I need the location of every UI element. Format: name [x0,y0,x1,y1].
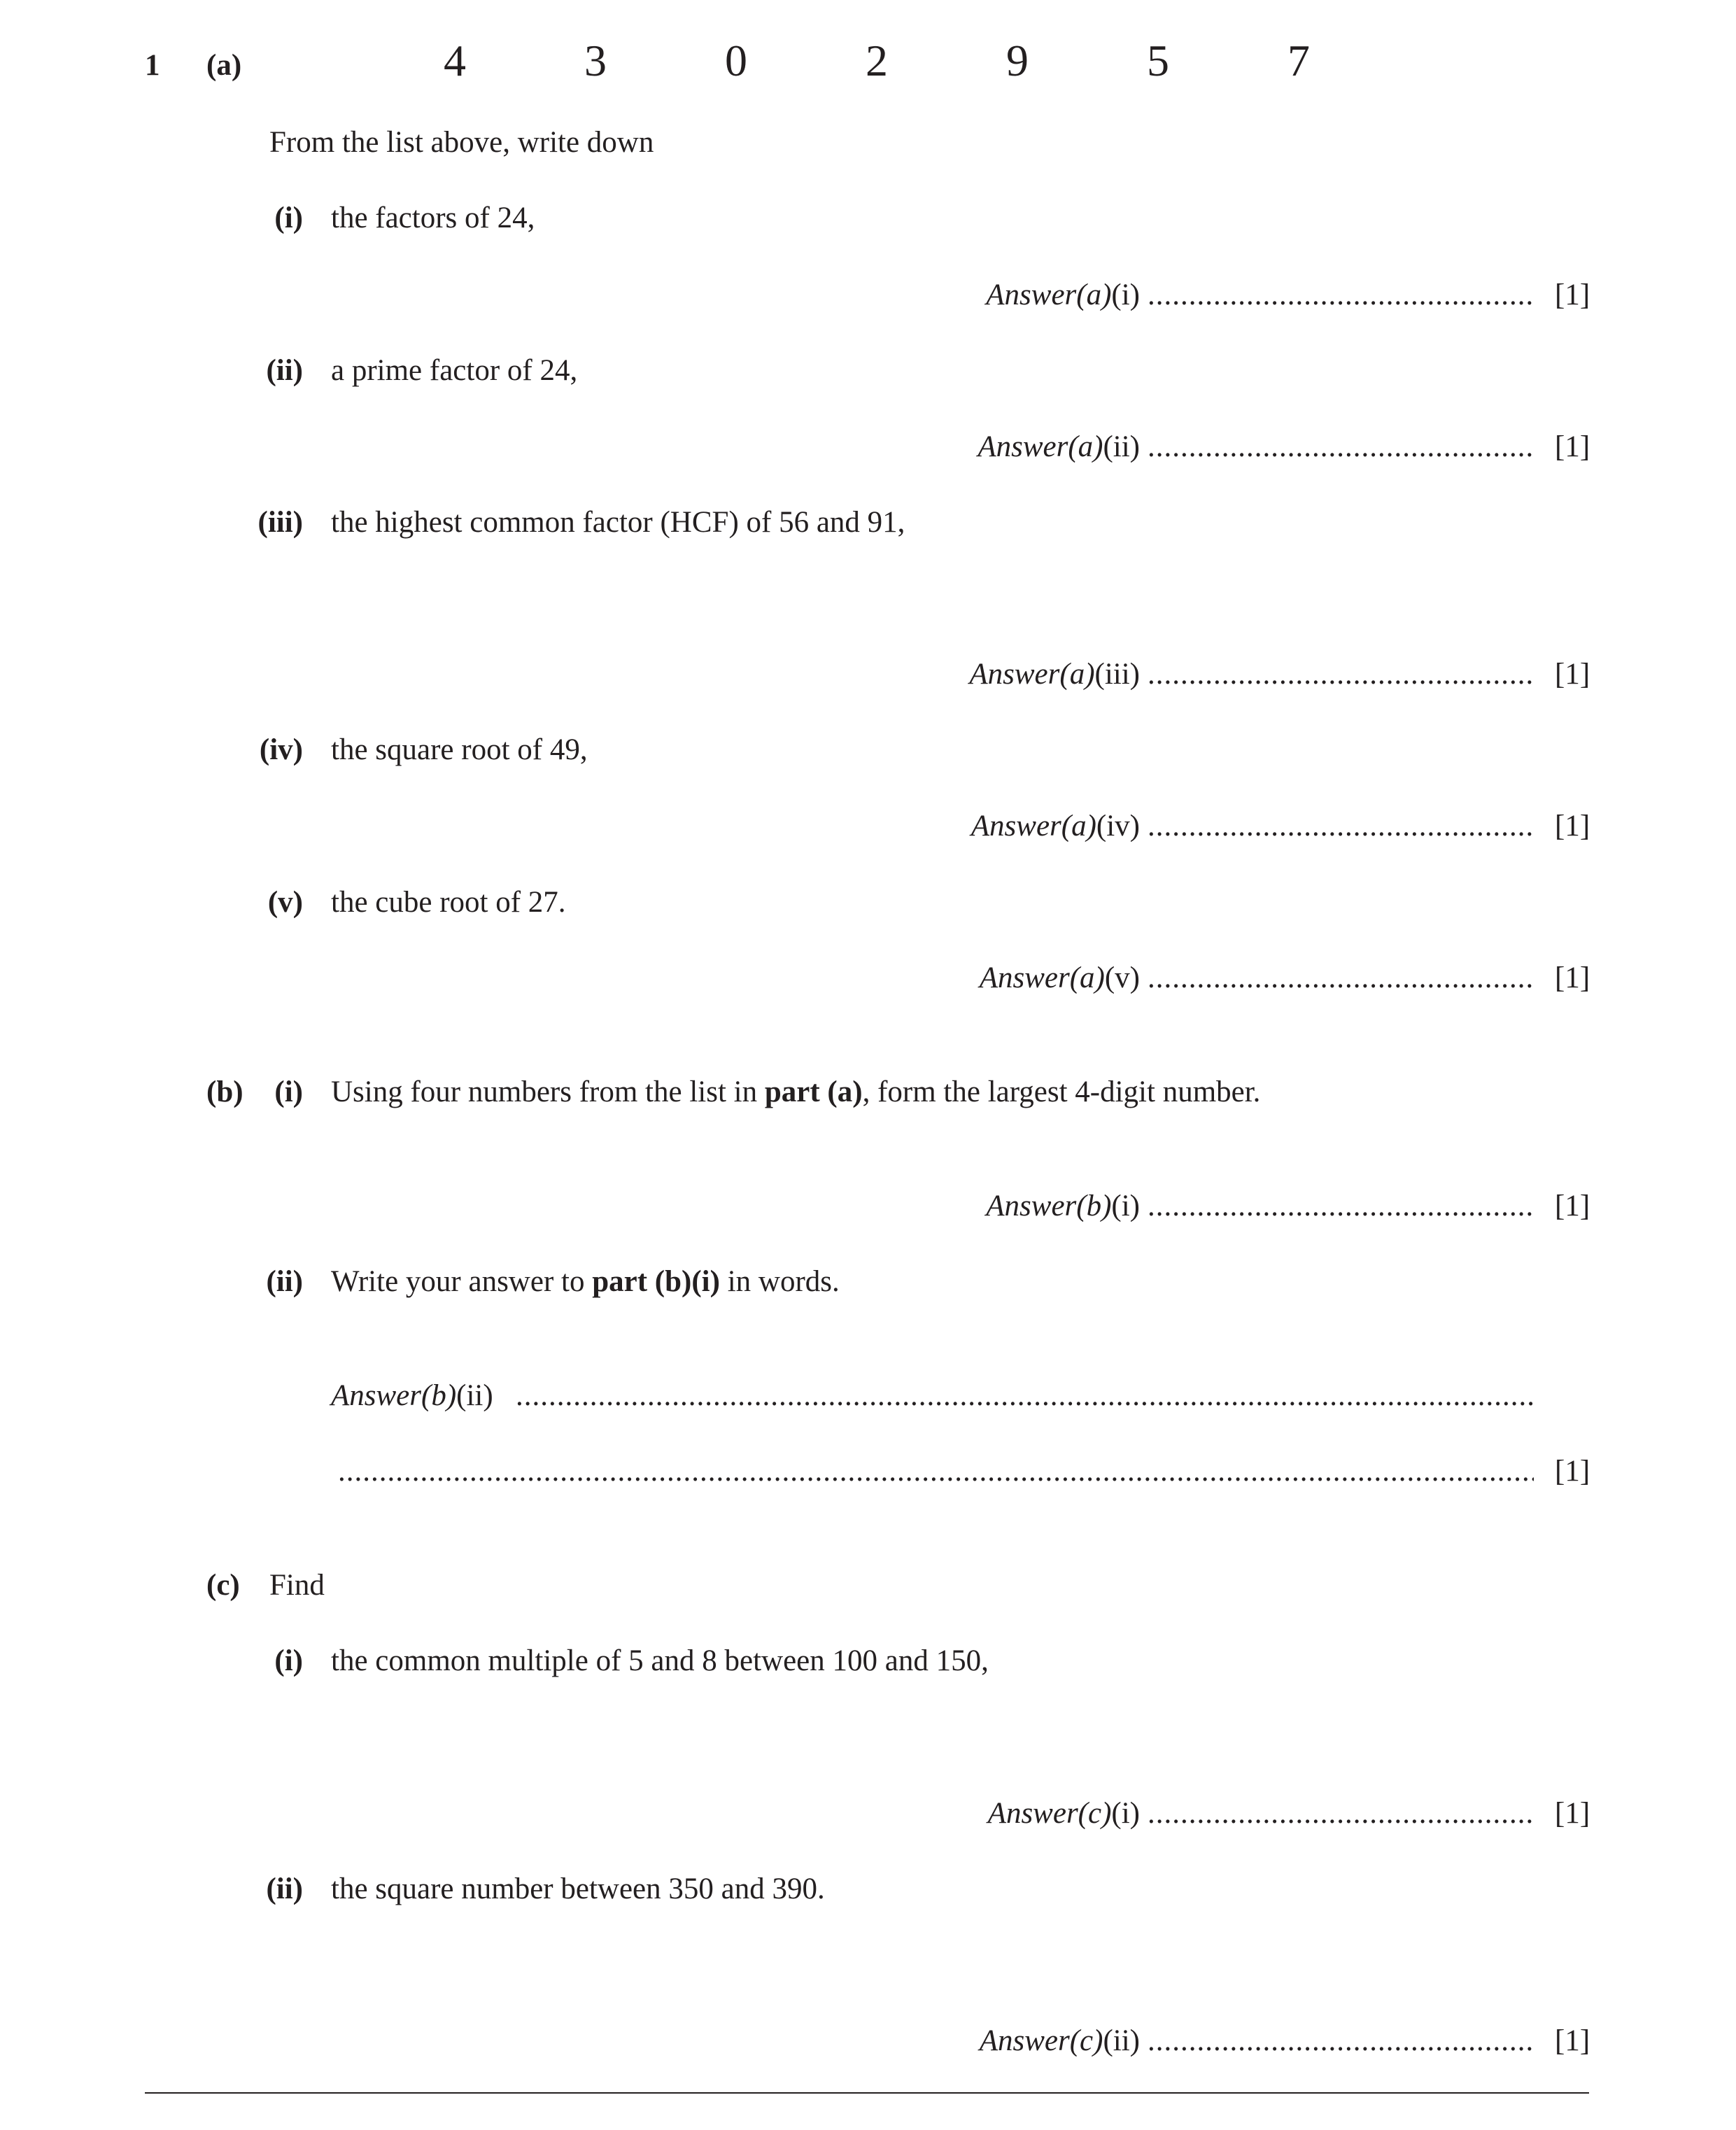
item-text: a prime factor of 24, [331,354,578,387]
part-a-label: (a) [206,49,242,82]
answer-line[interactable] [1148,432,1534,462]
item-text: the factors of 24, [331,202,535,234]
answer-line[interactable] [1148,963,1534,993]
marks: [1] [1555,278,1590,311]
item-text: Write your answer to part (b)(i) in words. [331,1265,840,1298]
item-label: (ii) [266,1872,303,1905]
answer-line[interactable] [1148,811,1534,841]
answer-line[interactable] [338,1456,1534,1486]
marks: [1] [1555,1455,1590,1488]
item-label: (i) [274,202,303,234]
item-label: (iv) [259,733,303,766]
marks: [1] [1555,430,1590,463]
item-text: the common multiple of 5 and 8 between 100 and 150, [331,1644,989,1677]
item-label: (i) [274,1075,303,1108]
item-label: (ii) [266,1265,303,1298]
answer-line[interactable] [1148,1798,1534,1828]
answer-label: Answer(a)(iii) [969,658,1140,691]
answer-label: Answer(a)(ii) [978,430,1140,463]
marks: [1] [1555,1190,1590,1222]
item-text: the square root of 49, [331,733,588,766]
answer-label: Answer(a)(iv) [971,810,1140,842]
list-number: 3 [584,36,607,85]
answer-label: Answer(b)(ii) [331,1379,493,1412]
marks: [1] [1555,658,1590,691]
question-number: 1 [145,49,160,82]
answer-line[interactable] [1148,2026,1534,2056]
part-c-intro: Find [269,1569,325,1602]
part-a-intro: From the list above, write down [269,126,654,159]
list-number: 9 [1006,36,1029,85]
list-number: 0 [725,36,747,85]
item-text: Using four numbers from the list in part (a), form the largest 4-digit number. [331,1075,1261,1108]
answer-label: Answer(c)(ii) [979,2024,1140,2057]
list-number: 2 [866,36,888,85]
item-text: the square number between 350 and 390. [331,1872,825,1905]
marks: [1] [1555,1797,1590,1830]
answer-line[interactable] [1148,659,1534,689]
item-label: (i) [274,1644,303,1677]
list-number: 5 [1147,36,1169,85]
item-label: (v) [267,886,303,919]
answer-label: Answer(b)(i) [986,1190,1140,1222]
answer-label: Answer(c)(i) [987,1797,1140,1830]
answer-line[interactable] [1148,1191,1534,1221]
answer-line[interactable] [516,1381,1534,1411]
marks: [1] [1555,961,1590,994]
bottom-rule [145,2092,1589,2094]
part-b-label: (b) [206,1075,244,1108]
answer-label: Answer(a)(i) [986,278,1140,311]
item-text: the cube root of 27. [331,886,566,919]
list-number: 7 [1287,36,1310,85]
item-label: (iii) [257,506,303,539]
marks: [1] [1555,2024,1590,2057]
marks: [1] [1555,810,1590,842]
part-c-label: (c) [206,1569,240,1602]
list-number: 4 [444,36,466,85]
item-text: the highest common factor (HCF) of 56 and 91, [331,506,905,539]
answer-line[interactable] [1148,280,1534,310]
answer-label: Answer(a)(v) [979,961,1140,994]
item-label: (ii) [266,354,303,387]
